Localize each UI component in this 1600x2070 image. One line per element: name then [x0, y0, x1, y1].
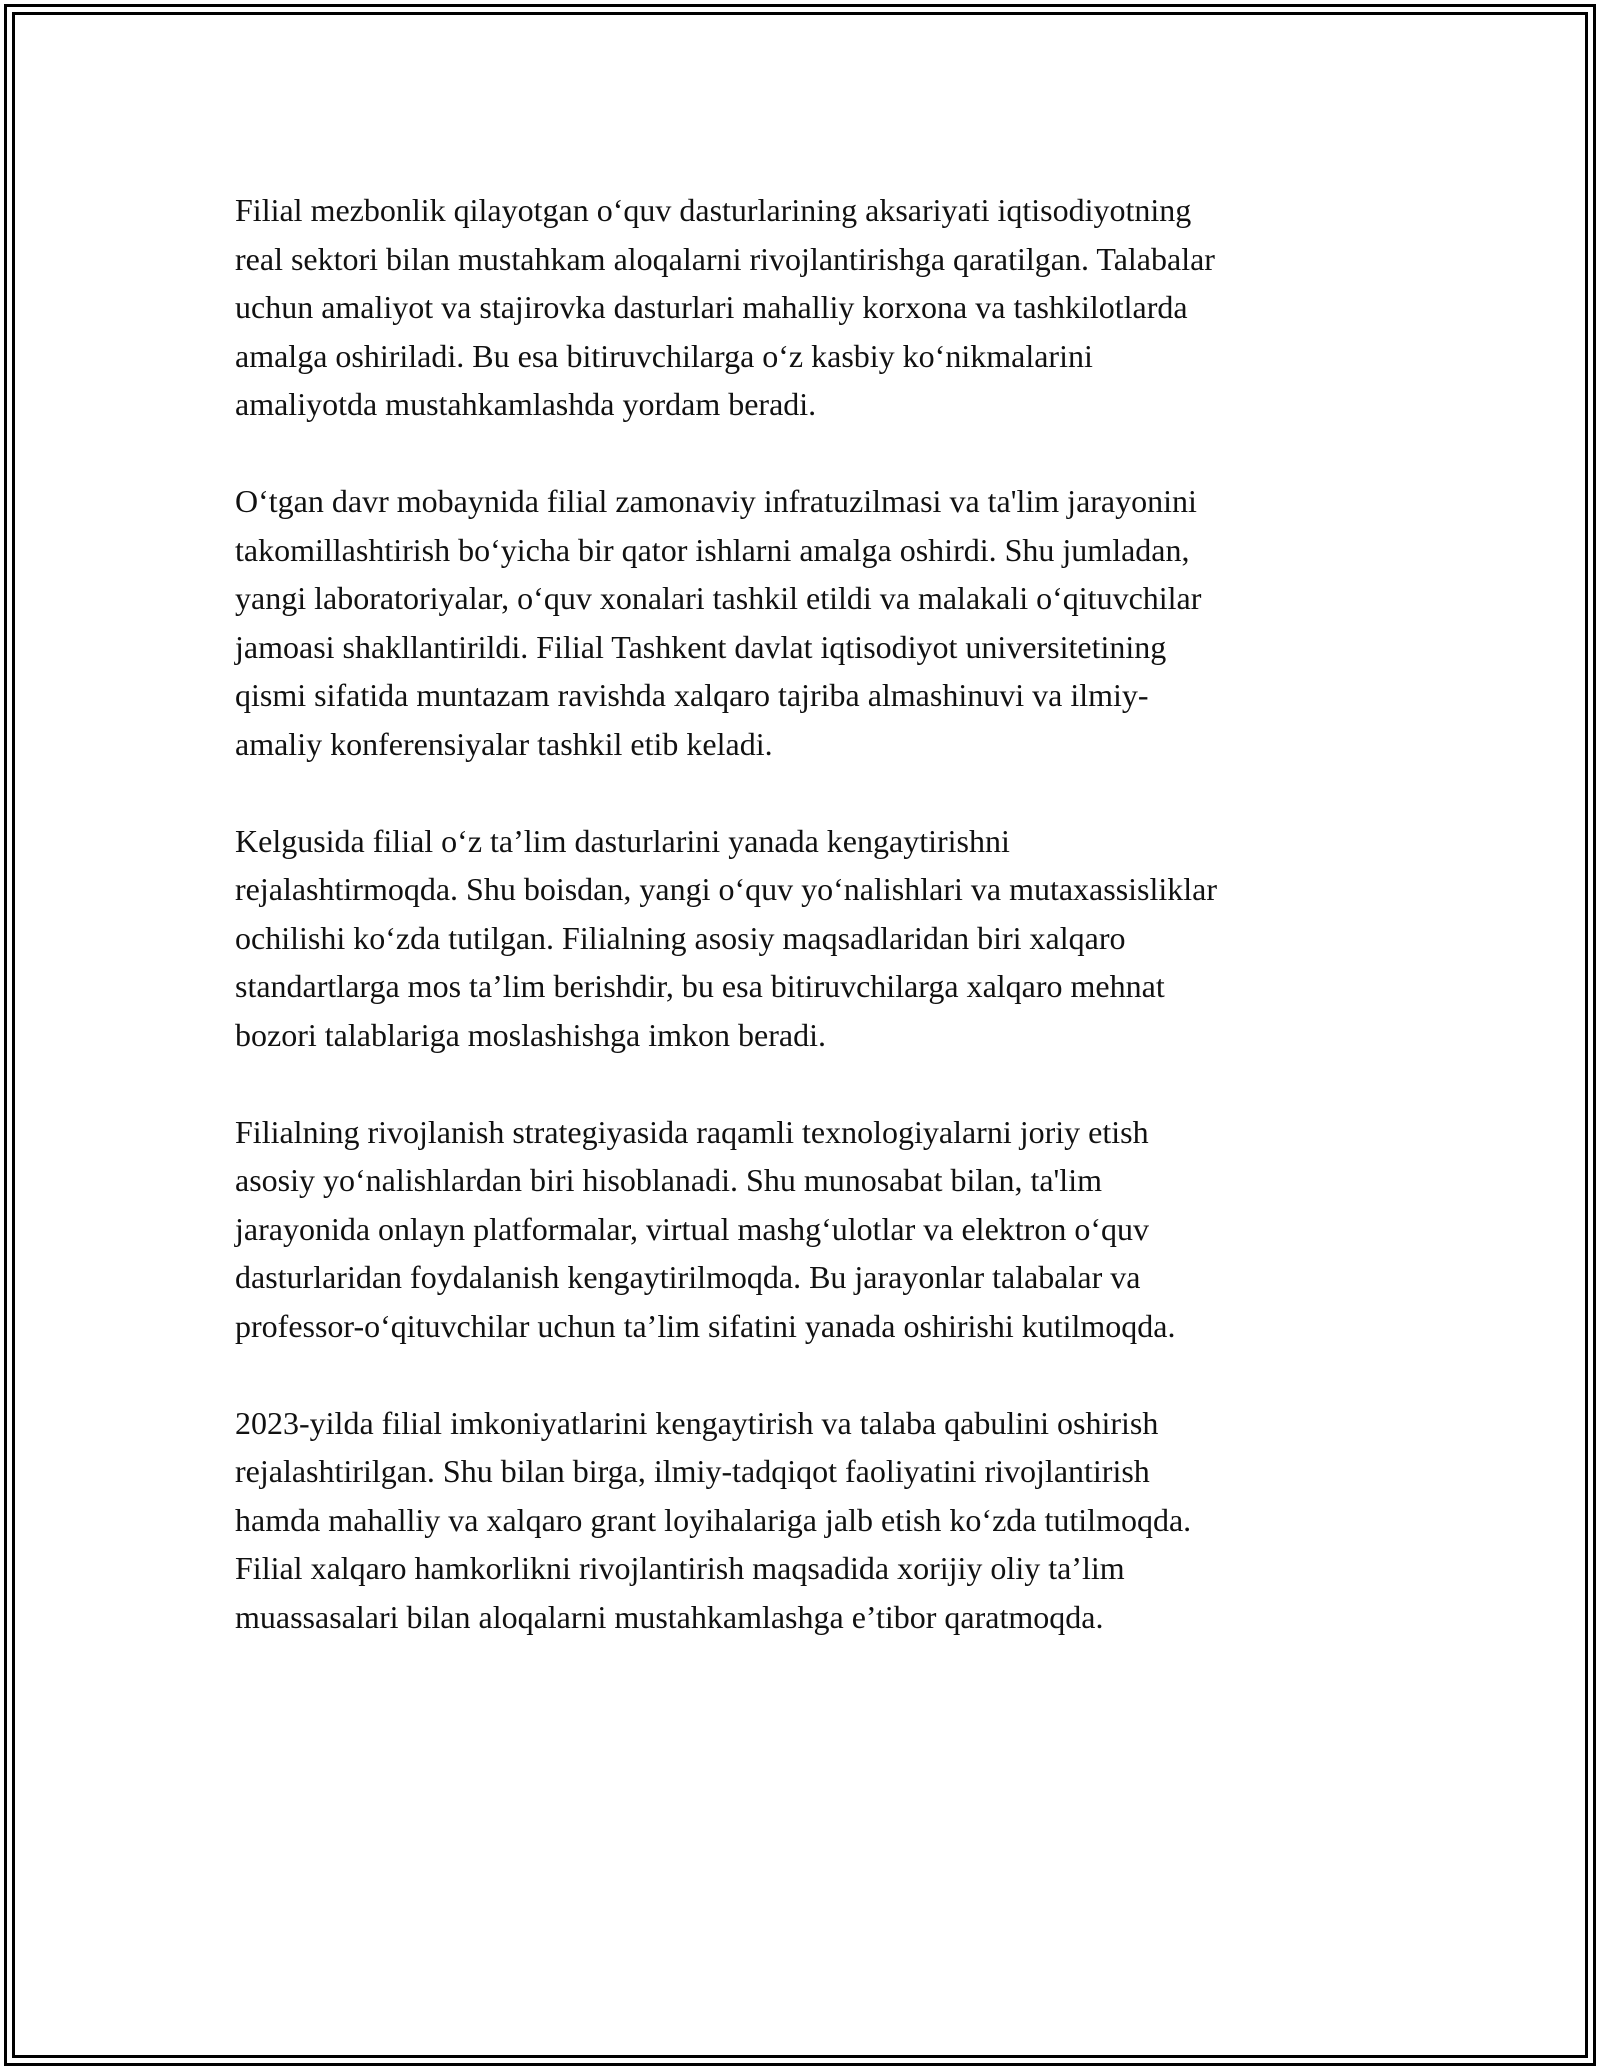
text-line: real sektori bilan mustahkam aloqalarni rivojlantirishga qaratilgan. Talabalar — [235, 240, 1215, 277]
paragraph-1 — [235, 186, 1385, 429]
text-line: bozori talablariga moslashishga imkon beradi. — [235, 1016, 826, 1053]
text-line: Filial xalqaro hamkorlikni rivojlantirish maqsadida xorijiy oliy ta’lim — [235, 1550, 1125, 1586]
text-line: Filialning rivojlanish strategiyasida raqamli texnologiyalarni joriy etish — [235, 1113, 1149, 1150]
text-line: ochilishi ko‘zda tutilgan. Filialning asosiy maqsadlaridan biri xalqaro — [235, 919, 1126, 956]
text-line: professor-o‘qituvchilar uchun ta’lim sifatini yanada oshirishi kutilmoqda. — [235, 1307, 1176, 1344]
paragraph-5 — [235, 1399, 1385, 1642]
text-line: rejalashtirmoqda. Shu boisdan, yangi o‘quv yo‘nalishlari va mutaxassisliklar — [235, 871, 1218, 907]
text-line: uchun amaliyot va stajirovka dasturlari mahalliy korxona va tashkilotlarda — [235, 289, 1188, 325]
text-line: takomillashtirish bo‘yicha bir qator ishlarni amalga oshirdi. Shu jumladan, — [235, 531, 1190, 568]
text-line: standartlarga mos ta’lim berishdir, bu esa bitiruvchilarga xalqaro mehnat — [235, 968, 1165, 1004]
paragraph-2 — [235, 477, 1385, 768]
paragraph-4 — [235, 1108, 1385, 1351]
text-line: O‘tgan davr mobaynida filial zamonaviy infratuzilmasi va ta'lim jarayonini — [235, 483, 1197, 519]
text-line: jamoasi shakllantirildi. Filial Tashkent davlat iqtisodiyot universitetining — [235, 628, 1167, 665]
text-line: 2023-yilda filial imkoniyatlarini kengaytirish va talaba qabulini oshirish — [235, 1404, 1159, 1441]
paragraph-3 — [235, 817, 1385, 1060]
text-line: hamda mahalliy va xalqaro grant loyihalariga jalb etish ko‘zda tutilmoqda. — [235, 1501, 1192, 1538]
text-line: yangi laboratoriyalar, o‘quv xonalari tashkil etildi va malakali o‘qituvchilar — [235, 580, 1202, 616]
text-line: amaliy konferensiyalar tashkil etib keladi. — [235, 725, 773, 762]
text-line: rejalashtirilgan. Shu bilan birga, ilmiy-tadqiqot faoliyatini rivojlantirish — [235, 1453, 1150, 1489]
text-line: asosiy yo‘nalishlardan biri hisoblanadi. Shu munosabat bilan, ta'lim — [235, 1162, 1102, 1198]
text-line: jarayonida onlayn platformalar, virtual mashg‘ulotlar va elektron o‘quv — [235, 1210, 1149, 1247]
document-body — [235, 186, 1385, 1690]
text-line: Filial mezbonlik qilayotgan o‘quv dasturlarining aksariyati iqtisodiyotning — [235, 192, 1192, 228]
text-line: amaliyotda mustahkamlashda yordam beradi. — [235, 386, 817, 422]
text-line: Kelgusida filial o‘z ta’lim dasturlarini yanada kengaytirishni — [235, 822, 1010, 859]
text-line: amalga oshiriladi. Bu esa bitiruvchilarga o‘z kasbiy ko‘nikmalarini — [235, 337, 1093, 374]
text-line: dasturlaridan foydalanish kengaytirilmoqda. Bu jarayonlar talabalar va — [235, 1259, 1141, 1295]
text-line: qismi sifatida muntazam ravishda xalqaro tajriba almashinuvi va ilmiy- — [235, 677, 1149, 713]
text-line: muassasalari bilan aloqalarni mustahkamlashga e’tibor qaratmoqda. — [235, 1598, 1104, 1635]
